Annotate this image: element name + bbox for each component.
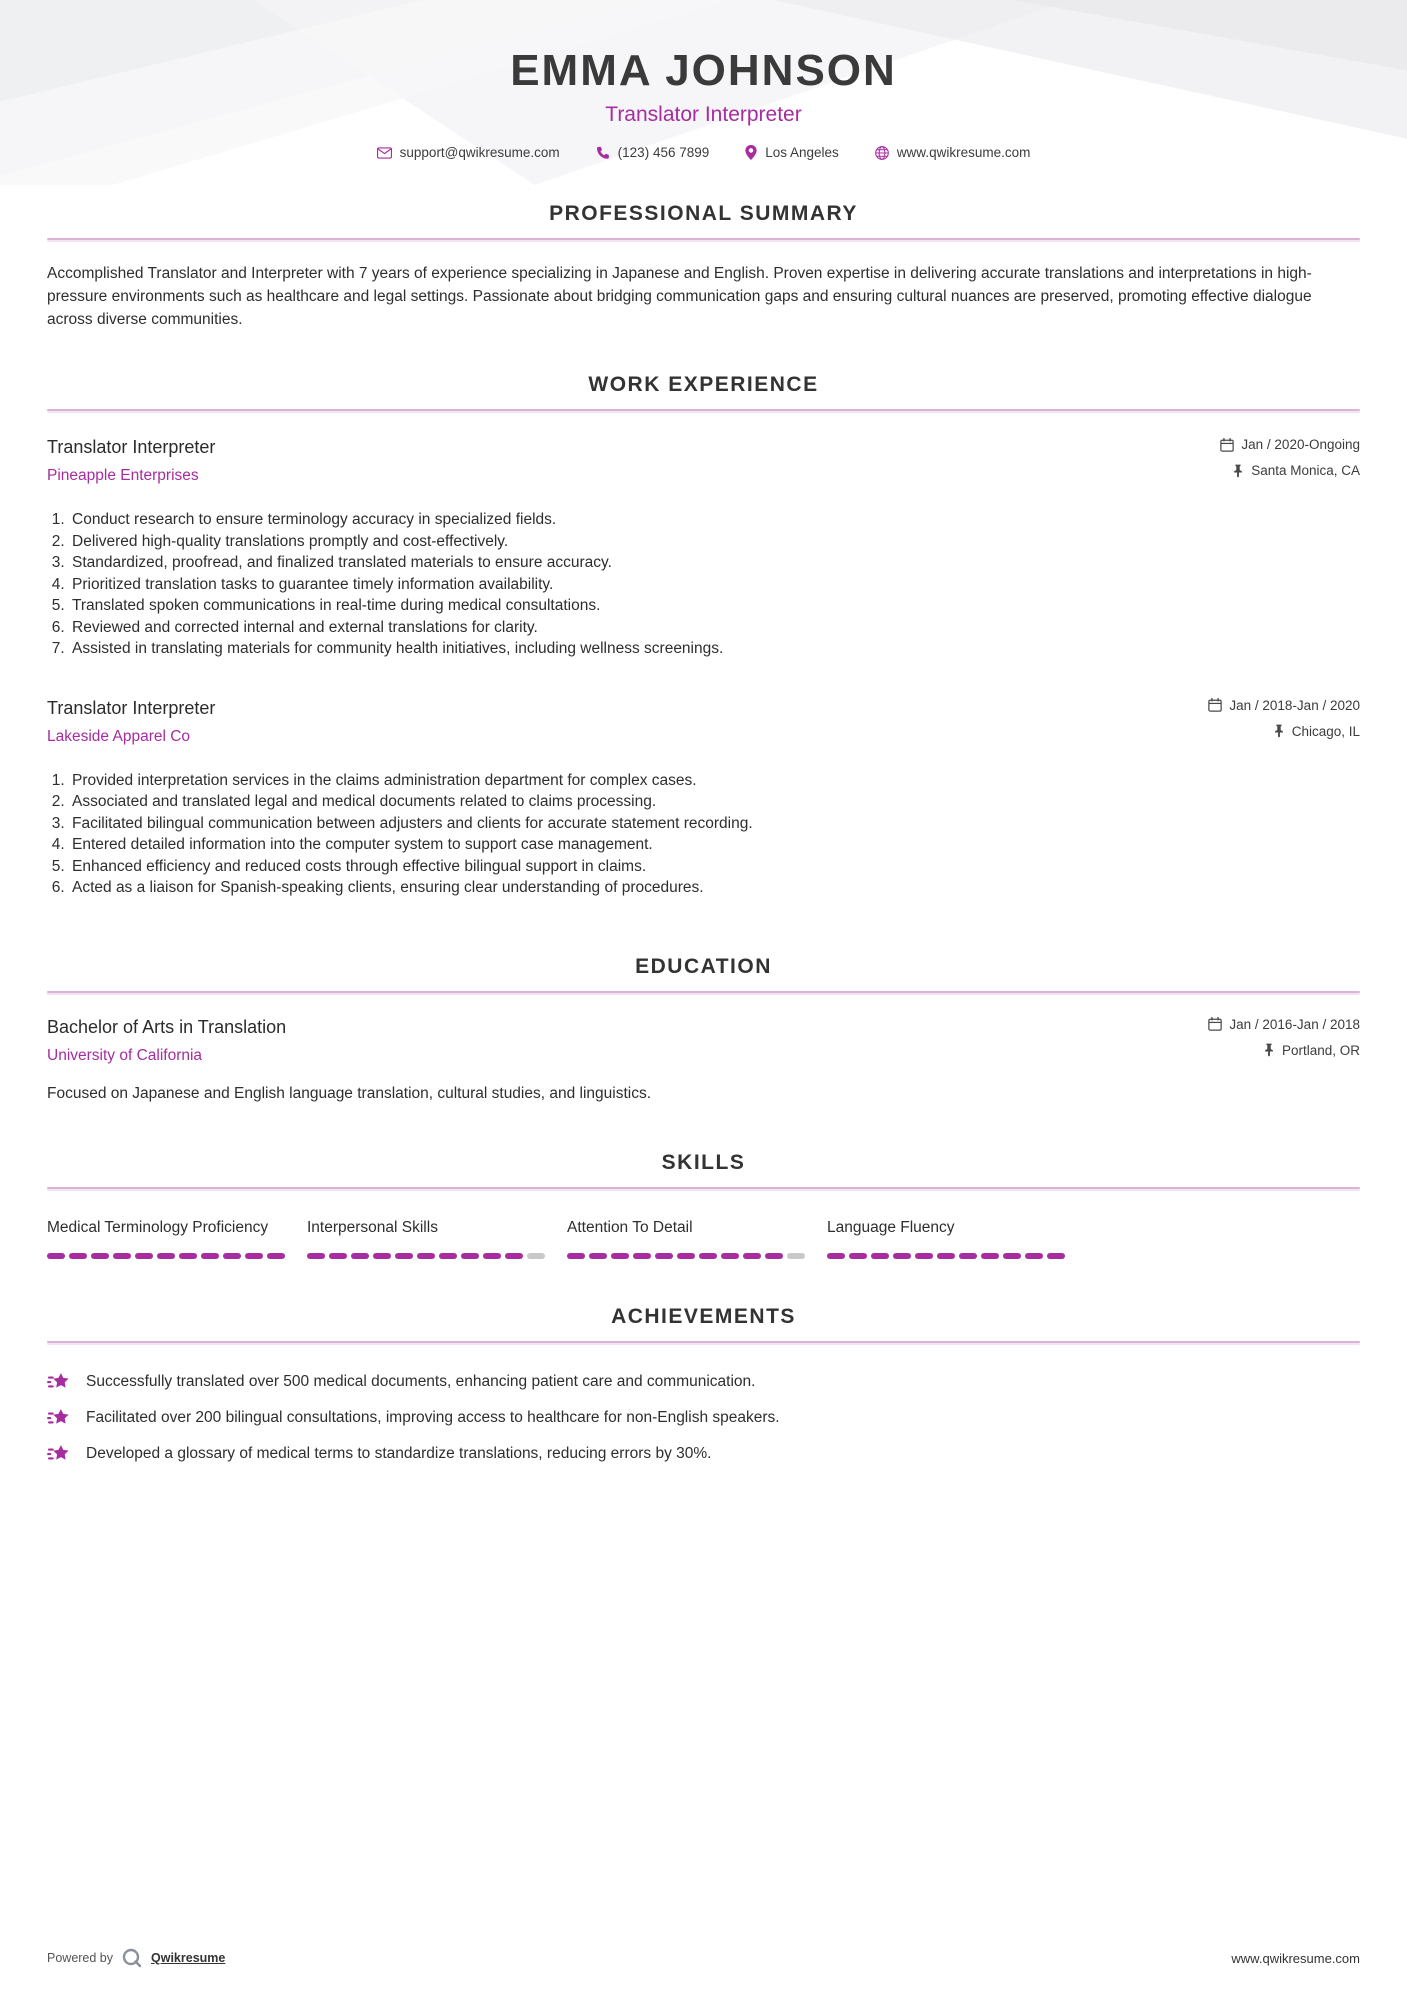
magnifier-q-icon: [122, 1948, 142, 1968]
contact-email-text: support@qwikresume.com: [399, 145, 560, 160]
contact-location-text: Los Angeles: [765, 145, 839, 160]
job-dates: [1208, 698, 1360, 713]
calendar-icon: [1220, 438, 1234, 452]
skills-grid: [47, 1219, 1360, 1259]
pushpin-icon: [1263, 1043, 1275, 1057]
skill-level-bar: [47, 1253, 307, 1259]
education-location-text: Portland, OR: [1281, 1042, 1360, 1058]
footer-website[interactable]: www.qwikresume.com: [1231, 1950, 1360, 1966]
experience-entry: [47, 437, 1360, 660]
degree-title: Bachelor of Arts in Translation: [47, 1016, 287, 1037]
skill-name: Language Fluency: [827, 1218, 955, 1236]
pushpin-icon: [1273, 724, 1285, 738]
job-location: [1208, 724, 1360, 739]
job-bullet: 2. Delivered high-quality translations promptly and cost-effectively.: [69, 531, 1360, 553]
education-heading: EDUCATION: [635, 954, 772, 978]
skill-level-bar: [827, 1253, 1087, 1259]
achievement-item: [47, 1407, 1360, 1430]
education-entry: [47, 1017, 1360, 1103]
job-bullet: 3. Standardized, proofread, and finalized translated materials to ensure accuracy.: [69, 552, 1360, 574]
experience-heading: WORK EXPERIENCE: [588, 373, 819, 396]
achievement-item: [47, 1371, 1360, 1394]
page-footer: [47, 1948, 1360, 1968]
brand-link[interactable]: Qwikresume: [151, 1951, 226, 1965]
summary-text: Accomplished Translator and Interpreter with 7 years of experience specializing in Japanese and English. Proven expertise in delivering accurate translations and interpretations in high-pressure environments such as healthcare and legal settings. Passionate about bridging communication gaps and ensuring cultural nuances are preserved, promoting effective dialogue across diverse communities.: [47, 265, 1312, 328]
job-bullet: 5. Enhanced efficiency and reduced costs through effective bilingual support in claims.: [69, 856, 1360, 878]
education-dates-text: Jan / 2016-Jan / 2018: [1229, 1016, 1360, 1032]
education-dates: [1208, 1017, 1360, 1032]
job-dates-text: Jan / 2018-Jan / 2020: [1229, 697, 1360, 713]
section-divider: [47, 409, 1360, 411]
job-bullet: 6. Reviewed and corrected internal and external translations for clarity.: [69, 617, 1360, 639]
skill-item: [47, 1219, 307, 1259]
achievement-text: Successfully translated over 500 medical documents, enhancing patient care and communication.: [86, 1373, 756, 1390]
pushpin-icon: [1232, 464, 1244, 478]
globe-icon: [875, 146, 889, 160]
skill-item: [827, 1219, 1087, 1259]
education-location: [1208, 1043, 1360, 1058]
contact-email[interactable]: [377, 145, 560, 160]
job-bullet: 4. Entered detailed information into the computer system to support case management.: [69, 834, 1360, 856]
job-dates: [1220, 437, 1360, 452]
job-bullet: 3. Facilitated bilingual communication between adjusters and clients for accurate statement recording.: [69, 813, 1360, 835]
company-name: Pineapple Enterprises: [47, 467, 199, 484]
company-name: Lakeside Apparel Co: [47, 727, 191, 745]
achievement-text: Facilitated over 200 bilingual consultations, improving access to healthcare for non-English speakers.: [86, 1409, 780, 1426]
section-achievements: [47, 1305, 1360, 1466]
achievements-heading: ACHIEVEMENTS: [611, 1304, 796, 1328]
skill-item: [567, 1219, 827, 1259]
contact-phone: [596, 145, 710, 160]
section-skills: [47, 1151, 1360, 1259]
skill-name: Medical Terminology Proficiency: [47, 1218, 269, 1236]
job-location-text: Chicago, IL: [1291, 723, 1360, 739]
envelope-icon: [377, 147, 392, 159]
map-pin-icon: [745, 145, 757, 160]
skill-item: [307, 1219, 567, 1259]
job-bullet-list: [49, 770, 1360, 899]
section-summary: [47, 202, 1360, 331]
summary-heading: PROFESSIONAL SUMMARY: [549, 202, 858, 225]
job-title: Translator Interpreter: [47, 437, 216, 457]
calendar-icon: [1208, 698, 1222, 712]
job-bullet-list: [49, 509, 1360, 660]
job-location: [1220, 463, 1360, 478]
job-bullet: 1. Conduct research to ensure terminology accuracy in specialized fields.: [69, 509, 1360, 531]
contact-location: [745, 145, 839, 160]
experience-entry: [47, 698, 1360, 899]
job-title: Translator Interpreter: [47, 697, 216, 718]
skill-name: Attention To Detail: [567, 1218, 693, 1236]
contact-website[interactable]: [875, 145, 1031, 160]
job-bullet: 2. Associated and translated legal and medical documents related to claims processing.: [69, 791, 1360, 813]
skill-name: Interpersonal Skills: [307, 1218, 438, 1236]
achievement-text: Developed a glossary of medical terms to standardize translations, reducing errors by 30%.: [86, 1445, 712, 1462]
candidate-name: EMMA JOHNSON: [510, 46, 897, 95]
job-bullet: 4. Prioritized translation tasks to guarantee timely information availability.: [69, 574, 1360, 596]
skill-level-bar: [567, 1253, 827, 1259]
job-location-text: Santa Monica, CA: [1251, 463, 1360, 478]
job-bullet: 5. Translated spoken communications in real-time during medical consultations.: [69, 595, 1360, 617]
achievements-list: [47, 1371, 1360, 1466]
candidate-title: Translator Interpreter: [605, 103, 802, 126]
section-education: [47, 955, 1360, 1103]
contact-phone-text: (123) 456 7899: [617, 145, 710, 160]
contact-row: [47, 145, 1360, 160]
section-experience: [47, 373, 1360, 899]
powered-by-label: Powered by: [47, 1951, 114, 1965]
skills-heading: SKILLS: [661, 1150, 746, 1174]
calendar-icon: [1208, 1017, 1222, 1031]
section-divider: [47, 238, 1360, 240]
badge-star-icon: [47, 1371, 70, 1394]
skill-level-bar: [307, 1253, 567, 1259]
job-bullet: 1. Provided interpretation services in the claims administration department for complex cases.: [69, 770, 1360, 792]
badge-star-icon: [47, 1443, 70, 1466]
job-dates-text: Jan / 2020-Ongoing: [1241, 437, 1360, 452]
education-description: Focused on Japanese and English language translation, cultural studies, and linguistics.: [47, 1084, 652, 1102]
phone-icon: [596, 146, 610, 160]
contact-website-text: www.qwikresume.com: [896, 145, 1031, 160]
section-divider: [47, 1341, 1360, 1343]
achievement-item: [47, 1443, 1360, 1466]
job-bullet: 6. Acted as a liaison for Spanish-speaking clients, ensuring clear understanding of procedures.: [69, 877, 1360, 899]
badge-star-icon: [47, 1407, 70, 1430]
section-divider: [47, 991, 1360, 993]
school-name: University of California: [47, 1046, 203, 1064]
job-bullet: 7. Assisted in translating materials for community health initiatives, including wellness screenings.: [69, 638, 1360, 660]
section-divider: [47, 1187, 1360, 1189]
